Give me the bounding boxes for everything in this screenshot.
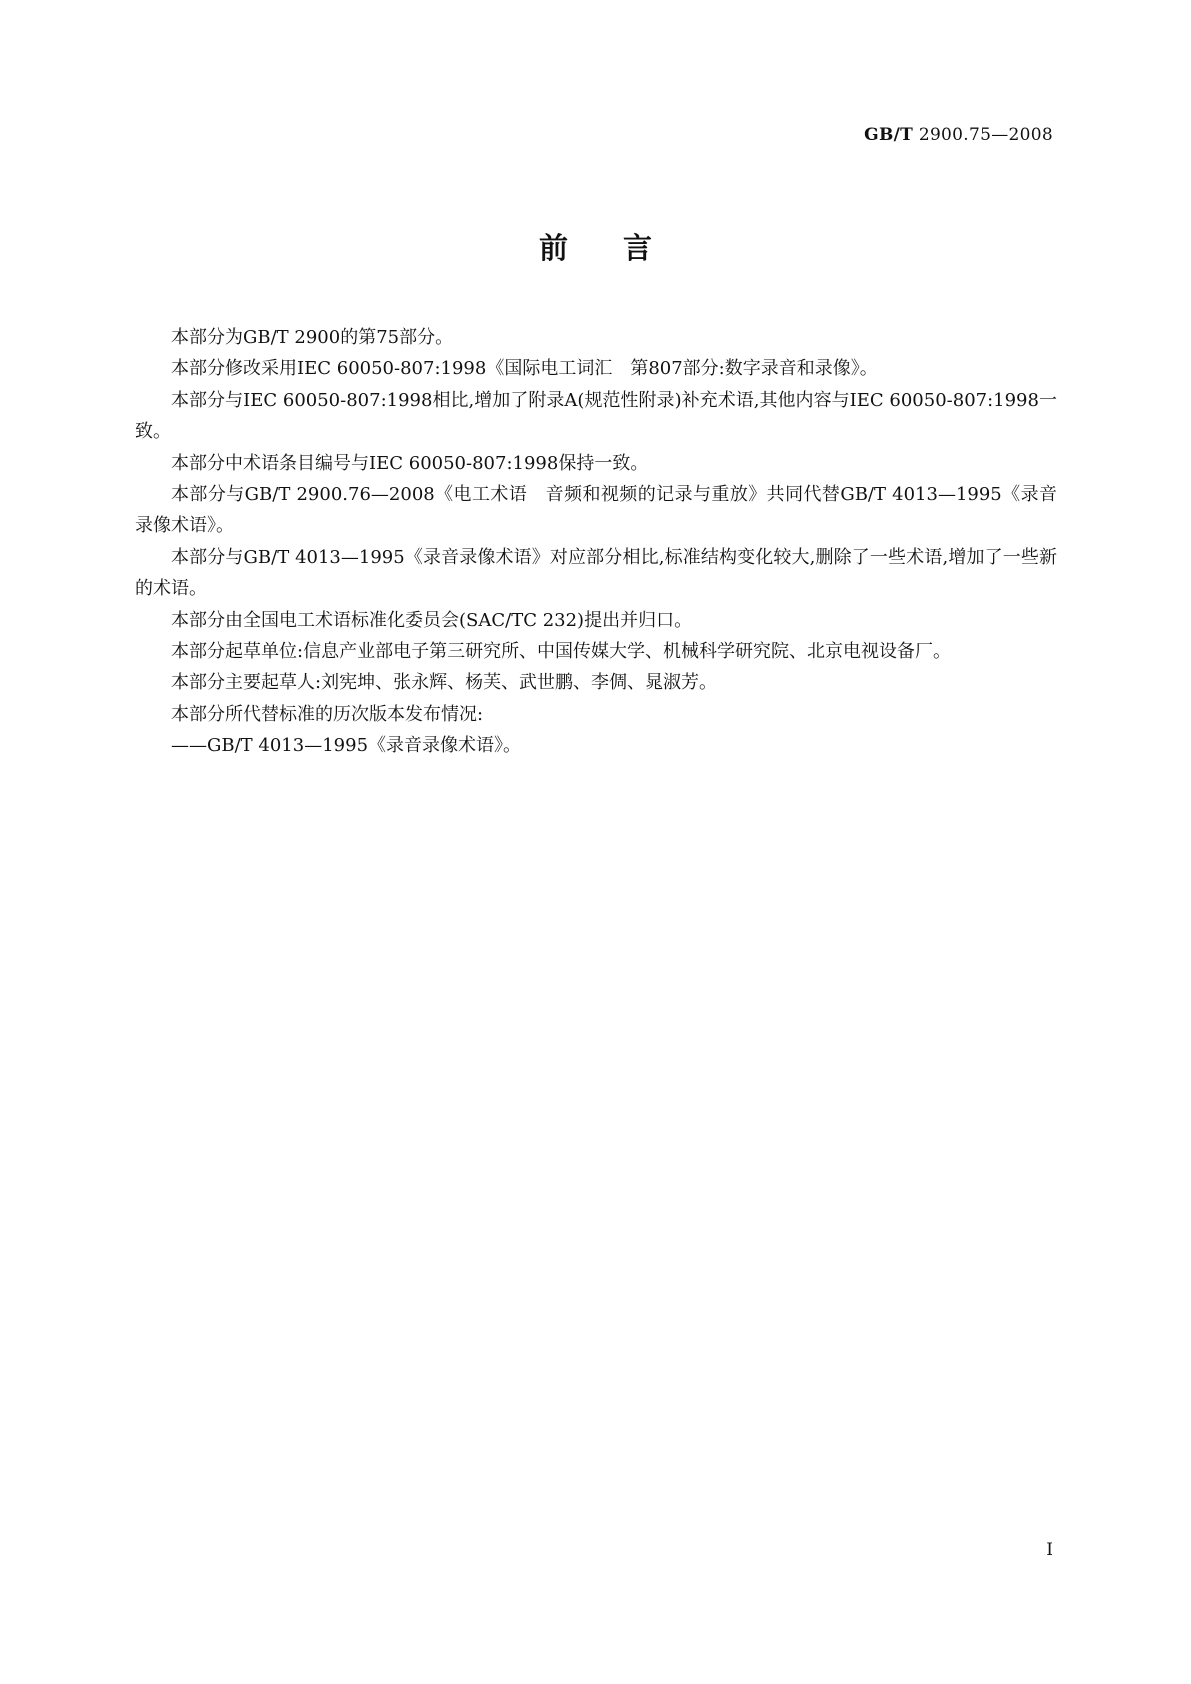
paragraph-drafters: 本部分主要起草人:刘宪坤、张永辉、杨芙、武世鹏、李倜、晁淑芳。 <box>171 672 718 694</box>
paragraph-history-intro: 本部分所代替标准的历次版本发布情况: <box>171 703 484 725</box>
foreword-body <box>135 322 1057 762</box>
paragraph-drafting-units: 本部分起草单位:信息产业部电子第三研究所、中国传媒大学、机械科学研究院、北京电视设备厂。 <box>171 641 952 663</box>
standard-prefix: GB/T <box>864 125 914 145</box>
paragraph-committee: 本部分由全国电工术语标准化委员会(SAC/TC 232)提出并归口。 <box>171 609 693 631</box>
paragraph-history-item: ——GB/T 4013—1995《录音录像术语》。 <box>171 735 522 757</box>
standard-number: 2900.75—2008 <box>918 125 1053 145</box>
page-title: 前言 <box>538 231 707 265</box>
paragraph-differences: 本部分与IEC 60050-807:1998相比,增加了附录A(规范性附录)补充术语,其他内容与IEC 60050-807:1998一致。 <box>135 389 1057 443</box>
page-number: I <box>1046 1540 1053 1560</box>
paragraph-changes: 本部分与GB/T 4013—1995《录音录像术语》对应部分相比,标准结构变化较大,删除了一些术语,增加了一些新的术语。 <box>135 546 1057 600</box>
paragraph-numbering: 本部分中术语条目编号与IEC 60050-807:1998保持一致。 <box>171 452 649 474</box>
paragraph-replacement: 本部分与GB/T 2900.76—2008《电工术语 音频和视频的记录与重放》共同代替GB/T 4013—1995《录音录像术语》。 <box>135 484 1057 537</box>
paragraph-adoption: 本部分修改采用IEC 60050-807:1998《国际电工词汇 第807部分:数字录音和录像》。 <box>171 358 878 380</box>
standard-code <box>864 125 1053 145</box>
paragraph-part-number: 本部分为GB/T 2900的第75部分。 <box>171 327 454 348</box>
